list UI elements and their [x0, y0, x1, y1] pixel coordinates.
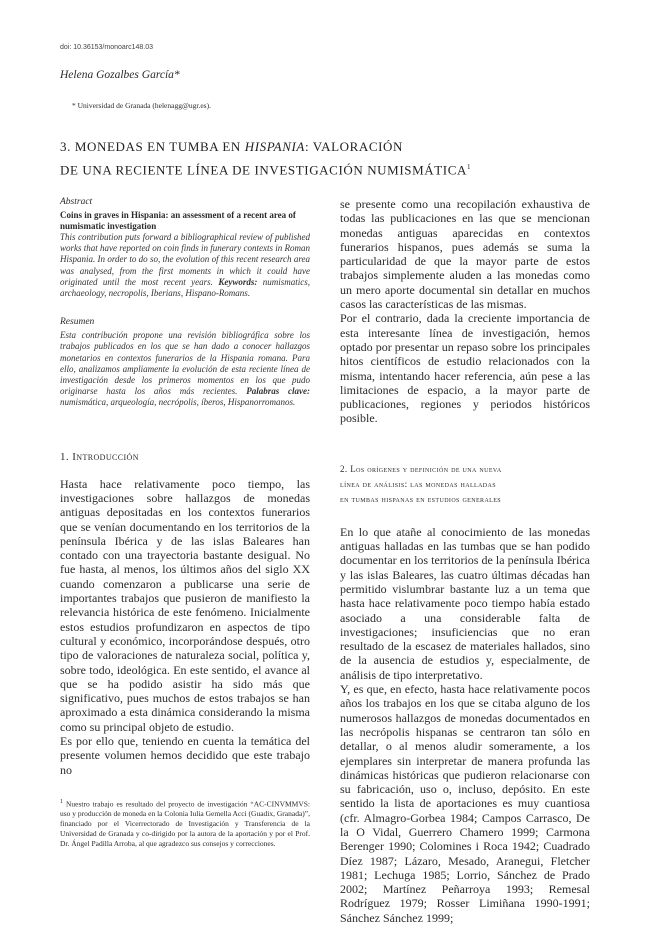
right-paragraph-4: Y, es que, en efecto, hasta hace relativamente pocos años los trabajos en los que se citaba alguno de los numerosos hallazgos de monedas documentados en las necrópolis hispanas se centraron tan sólo en detallar, o al menos aludir someramente, a los ejemplares sin interpretar de manera profunda las dinámicas históricas que pudieron relacionarse con su fabricación, uso o, incluso, depósito. En este sentido la lista de aportaciones es muy cuantiosa (cfr. Almagro-Gorbea 1984; Campos Carrasco, De la O Vidal, Guerrero Chamero 1999; Carmona Berenger 1990; Colomines i Roca 1942; Cuadrado Díez 1987; Lázaro, Mesado, Aranegui, Fletcher 1981; Lechuga 1985; Lorrio, Sánchez de Prado 2002; Martínez Peñarroya 1993; Remesal Rodríguez 1979; Rosser Limiñana 1990-1991; Sánchez Sánchez 1999;	[340, 682, 590, 925]
title-footnote-mark: 1	[466, 163, 471, 171]
abstract-text: This contribution puts forward a bibliographical review of published works that have reported on coin finds in funerary contexts in Roman Hispania. In order to do so, the evolution of this recent research area was analysed, from the first moments in which it could have originated until the most recent years. Keywords: numismatics, archaeology, necropolis, Iberians, Hispano-Romans.	[60, 232, 310, 299]
title-part2: : VALORACIÓN	[304, 139, 404, 154]
resumen-text: Esta contribución propone una revisión bibliográfica sobre los trabajos publicados en los que se han dado a conocer hallazgos monetarios en contextos funerarios de la Hispania romana. Para ello, analizamos ampliamente la evolución de esta reciente línea de investigación desde los primeros momentos en los que pudo originarse hasta los años más recientes. Palabras clave: numismática, arqueología, necrópolis, íberos, Hispanorromanos.	[60, 330, 311, 408]
abstract-heading: Abstract	[60, 197, 93, 207]
right-paragraph-3: En lo que atañe al conocimiento de las monedas antiguas halladas en las tumbas que se han podido documentar en los territorios de la península Ibérica y las islas Baleares, las cuatro últimas décadas han permitido vislumbrar bastante luz a un tema que hasta hace relativamente poco tiempo había estado asociado a una considerable falta de investigaciones; insuficiencias que no eran resultado de la escasez de materiales hallados, sino de la ausencia de estudios y, especialmente, de análisis de tipo interpretativo.	[340, 524, 590, 682]
article-title	[60, 136, 600, 180]
abstract-keywords: numismatics, archaeology, necropolis, Iberians, Hispano-Romans.	[60, 276, 310, 299]
abstract-title: Coins in graves in Hispania: an assessment of a recent area of numismatic investigation	[60, 210, 296, 231]
resumen-keywords-label: Palabras clave:	[246, 386, 311, 397]
resumen-keywords: numismática, arqueología, necrópolis, íberos, Hispanorromanos.	[60, 397, 296, 408]
section1-paragraph-1: Hasta hace relativamente poco tiempo, las investigaciones sobre hallazgos de monedas antiguas depositadas en los contextos funerarios que se venían documentando en los territorios de la península Ibérica y de las islas Baleares han contado con una trayectoria bastante desigual. No fue hasta, al menos, los últimos años del siglo XX cuando comenzaron a publicarse una serie de importantes trabajos que pusieron de manifiesto la relevancia histórica de este fenómeno. Inicialmente estos estudios profundizaron en aspectos de tipo cultural y económico, incorporándose después, otro tipo de valoraciones de naturaleza social, política y, sobre todo, ideológica. En este sentido, el avance al que se ha podido asistir ha sido más que significativo, pues muchos de estos trabajos se han aproximado a esta dinámica considerando la misma como su principal objeto de estudio.	[60, 476, 310, 734]
title-line2: DE UNA RECIENTE LÍNEA DE INVESTIGACIÓN NUMISMÁTICA	[60, 162, 467, 178]
article-number: 3.	[60, 139, 71, 154]
author-affiliation: * Universidad de Granada (helenagg@ugr.es).	[72, 101, 211, 110]
right-paragraph-1: se presente como una recopilación exhaustiva de todas las publicaciones en las que se mencionan monedas antiguas aparecidas en contextos funerarios hispanos, pues además se suma la particularidad de que la mayor parte de estos trabajos simplemente aluden a las monedas como un mero aporte documental sin detallar en muchos casos las características de las mismas.	[340, 197, 590, 312]
footnote-text: Nuestro trabajo es resultado del proyecto de investigación “AC-CINVMMVS: uso y producción de moneda en la Colonia Iulia Gemella Acci (Guadix, Granada)”, financiado por el Vicerrectorado de Investigación y Transferencia de la Universidad de Granada y co-dirigido por la autora de la aportación y por el Prof. Dr. Ángel Padilla Arroba, al que agradezco sus consejos y correcciones.	[60, 799, 310, 849]
left-column	[60, 197, 310, 849]
section2-heading: 2. Los orígenes y definición de una nueva línea de análisis: las monedas halladas en tumbas hispanas en estudios generales	[340, 463, 502, 504]
doi-label: doi: 10.36153/monoarc148.03	[60, 44, 154, 51]
section1-paragraph-2: Es por ello que, teniendo en cuenta la temática del presente volumen hemos decidido que este trabajo no	[60, 733, 310, 777]
author-name: Helena Gozalbes García*	[60, 69, 180, 81]
section1-body	[60, 477, 310, 777]
right-column	[340, 197, 590, 925]
abstract-keywords-label: Keywords:	[218, 276, 258, 287]
section1-heading: 1. Introducción	[60, 450, 139, 463]
title-part1: MONEDAS EN TUMBA EN	[74, 139, 241, 154]
right-paragraph-2: Por el contrario, dada la creciente importancia de esta interesante línea de investigación, hemos optado por presentar un repaso sobre los principales hitos científicos de estudio relacionados con la misma, intentando hacer referencia, aún pese a las limitaciones de espacio, a la mayor parte de publicaciones, regiones y periodos históricos posible.	[340, 311, 590, 426]
title-italic: HISPANIA	[244, 139, 305, 154]
resumen-heading: Resumen	[60, 317, 95, 328]
footnote-mark: 1	[60, 798, 63, 805]
footnote	[60, 797, 310, 850]
